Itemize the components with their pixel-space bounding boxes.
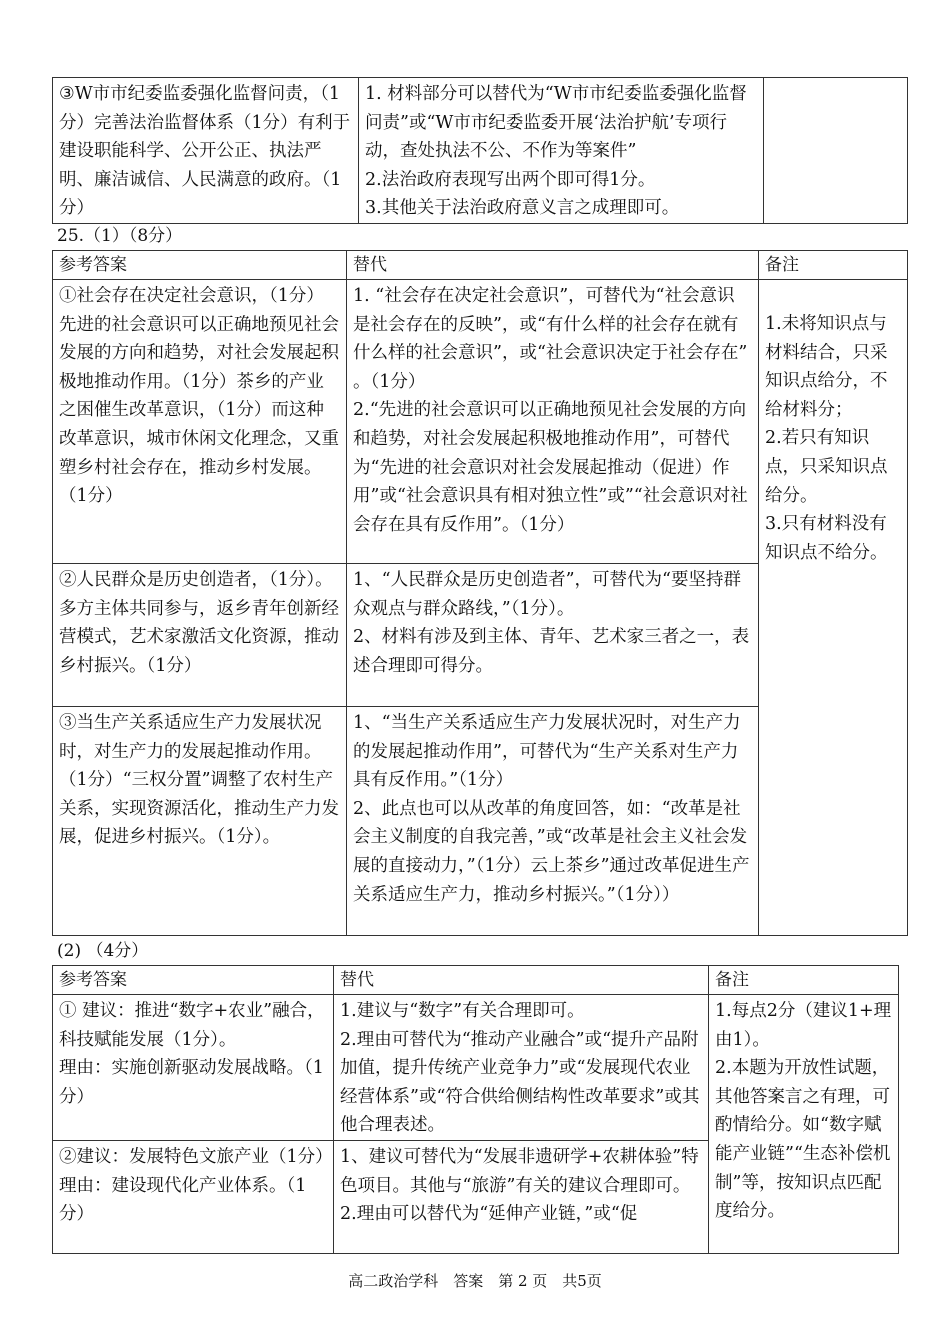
note-line: 3.只有材料没有知识点不给分。	[765, 514, 888, 563]
alt-line: 2.法治政府表现写出两个即可得1分。	[365, 169, 656, 190]
note-cell	[764, 78, 908, 224]
note-line: 1.未将知识点与材料结合，只采知识点给分，不给材料分；	[765, 314, 888, 420]
answer-cell: ①社会存在决定社会意识，（1分）先进的社会意识可以正确地预见社会发展的方向和趋势，对社会发展起积极地推动作用。（1分）茶乡的产业之困催生改革意识，（1分）而这种改革意识，城市休闲文化理念，又重塑乡村社会存在，推动乡村发展。（1分）	[53, 280, 347, 564]
alt-cell	[347, 707, 759, 936]
alt-cell	[334, 1140, 709, 1253]
note-cell	[709, 995, 899, 1254]
note-line: 1.每点2分（建议1+理由1）。	[715, 1001, 892, 1050]
alt-line: 1、建议可替代为“发展非遗研学+农耕体验”特色项目。其他与“旅游”有关的建议合理即可。	[340, 1146, 699, 1196]
alt-line: 2.理由可替代为“推动产业融合”或“提升产品附加值，提升传统产业竞争力”或“发展现代农业经营体系”或“符合供给侧结构性改革要求”或其他合理表述。	[340, 1029, 700, 1136]
answer-line: 理由：实施创新驱动发展战略。（1分）	[59, 1058, 324, 1107]
alt-cell	[334, 995, 709, 1141]
answer-line: 理由：建设现代化产业体系。（1分）	[59, 1175, 307, 1225]
section-title: 25.（1）（8分）	[57, 226, 183, 246]
alt-line: 2.理由可以替代为“延伸产业链，”或“促	[340, 1204, 638, 1225]
answer-cell: ②人民群众是历史创造者，（1分）。多方主体共同参与，返乡青年创新经营模式，艺术家激活文化资源，推动乡村振兴。（1分）	[53, 564, 347, 707]
header-row	[53, 251, 908, 280]
column-header-note: 备注	[759, 251, 908, 280]
alt-line: 2.“先进的社会意识可以正确地预见社会发展的方向和趋势，对社会发展起积极地推动作用”，可替代为“先进的社会意识对社会发展起推动（促进）作用”或“社会意识具有相对独立性”或”“社会意识对社会存在具有反作用”。（1分）	[353, 400, 748, 535]
alt-line: 1. 材料部分可以替代为“W市市纪委监委强化监督问责”或“W市市纪委监委开展‘法治护航’专项行动，查处执法不公、不作为等案件”	[365, 84, 747, 162]
alt-line: 1、“当生产关系适应生产力发展状况时，对生产力的发展起推动作用”，可替代为“生产关系对生产力具有反作用。”（1分）	[353, 713, 741, 791]
column-header-answer: 参考答案	[53, 251, 347, 280]
table-row	[53, 995, 899, 1141]
note-line: 2.若只有知识点，只采知识点给分。	[765, 428, 888, 506]
answer-cell: ③当生产关系适应生产力发展状况时，对生产力的发展起推动作用。（1分）“三权分置”调整了农村生产关系，实现资源活化，推动生产力发展，促进乡村振兴。（1分）。	[53, 707, 347, 936]
column-header-alt: 替代	[347, 251, 759, 280]
answer-cell	[53, 995, 334, 1141]
alt-cell	[347, 564, 759, 707]
alt-line: 1、“人民群众是历史创造者”，可替代为“要坚持群众观点与群众路线，”（1分）。	[353, 570, 741, 619]
alt-line: 1.建议与“数字”有关合理即可。	[340, 1001, 585, 1021]
header-row	[53, 966, 899, 995]
answer-line: ②建议：发展特色文旅产业（1分）	[59, 1146, 333, 1167]
section-title: (2) （4分）	[57, 941, 149, 961]
answer-cell	[53, 1140, 334, 1253]
column-header-note: 备注	[709, 966, 899, 995]
alt-line: 2、此点也可以从改革的角度回答，如：“改革是社会主义制度的自我完善，”或“改革是社会主义社会发展的直接动力，”（1分）云上茶乡”通过改革促进生产关系适应生产力，推动乡村振兴。”（1分））	[353, 798, 750, 905]
page-footer: 高二政治学科 答案 第 2 页 共5页	[348, 1272, 602, 1290]
answer-cell: ③W市市纪委监委强化监督问责，（1分）完善法治监督体系（1分）有利于建设职能科学、公开公正、执法严明、廉洁诚信、人民满意的政府。（1分）	[53, 78, 359, 224]
answer-line: ① 建议：推进“数字+农业”融合，科技赋能发展（1分）。	[59, 1001, 325, 1050]
table-row	[53, 280, 908, 564]
q25-1-table	[52, 250, 908, 936]
table-row	[53, 78, 908, 224]
note-line: 2.本题为开放性试题，其他答案言之有理，可酌情给分。如“数字赋能产业链”“生态补偿机制”等，按知识点匹配度给分。	[715, 1058, 891, 1222]
column-header-answer: 参考答案	[53, 966, 334, 995]
alt-line: 1. “社会存在决定社会意识”，可替代为“社会意识是社会存在的反映”，或“有什么样的社会存在就有什么样的社会意识”，或“社会意识决定于社会存在” 。（1分）	[353, 286, 748, 392]
q25-2-table	[52, 965, 899, 1254]
top-table	[52, 77, 908, 224]
alt-cell	[347, 280, 759, 564]
column-header-alt: 替代	[334, 966, 709, 995]
note-cell	[759, 280, 908, 936]
alt-cell	[359, 78, 764, 224]
alt-line: 2、材料有涉及到主体、青年、艺术家三者之一，表述合理即可得分。	[353, 627, 750, 676]
alt-line: 3.其他关于法治政府意义言之成理即可。	[365, 198, 680, 219]
